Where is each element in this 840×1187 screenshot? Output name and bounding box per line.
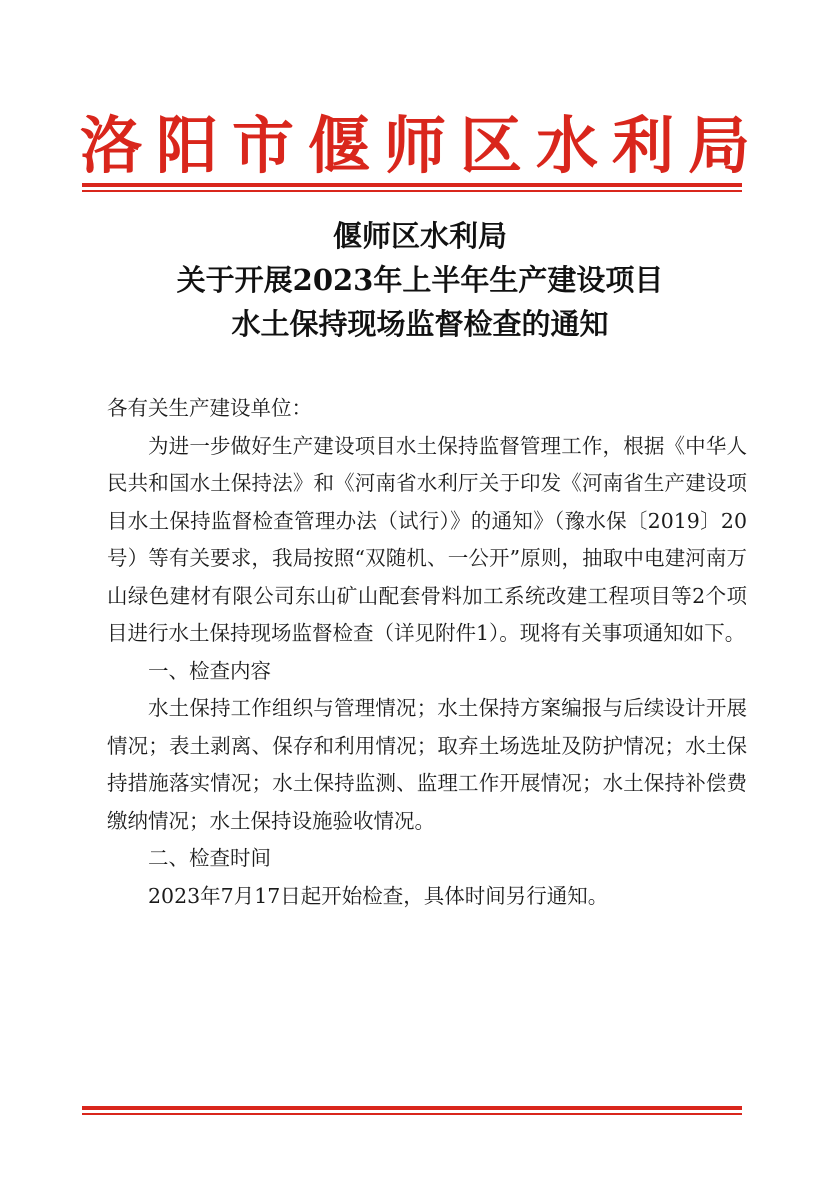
masthead-red-rule (82, 183, 742, 192)
inspection-time-paragraph: 2023年7月17日起开始检查，具体时间另行通知。 (148, 883, 609, 908)
document-title (80, 214, 760, 346)
title-line-1: 偃师区水利局 (332, 219, 507, 253)
section-heading-inspection-content: 一、检查内容 (148, 658, 271, 683)
masthead-title: 洛阳市偃师区水利局 (80, 109, 765, 182)
document-body (107, 390, 747, 915)
intro-paragraph: 为进一步做好生产建设项目水土保持监督管理工作，根据《中华人民共和国水土保持法》和《河南省水利厅关于印发《河南省生产建设项目水土保持监督检查管理办法（试行）》的通知》（豫水保〔2019〕20号）等有关要求，我局按照“双随机、一公开”原则，抽取中电建河南万山绿色建材有限公司东山矿山配套骨料加工系统改建工程项目等2个项目进行水土保持现场监督检查（详见附件1）。现将有关事项通知如下。 (107, 433, 747, 645)
inspection-content-paragraph: 水土保持工作组织与管理情况；水土保持方案编报与后续设计开展情况；表土剥离、保存和利用情况；取弃土场选址及防护情况；水土保持措施落实情况；水土保持监测、监理工作开展情况；水土保持补偿费缴纳情况；水土保持设施验收情况。 (107, 696, 747, 833)
footer-red-rule (82, 1106, 742, 1115)
title-line-2: 关于开展2023年上半年生产建设项目 (176, 263, 664, 297)
section-heading-inspection-time: 二、检查时间 (148, 846, 271, 870)
salutation: 各有关生产建设单位： (107, 396, 312, 420)
title-line-3: 水土保持现场监督检查的通知 (231, 307, 609, 341)
